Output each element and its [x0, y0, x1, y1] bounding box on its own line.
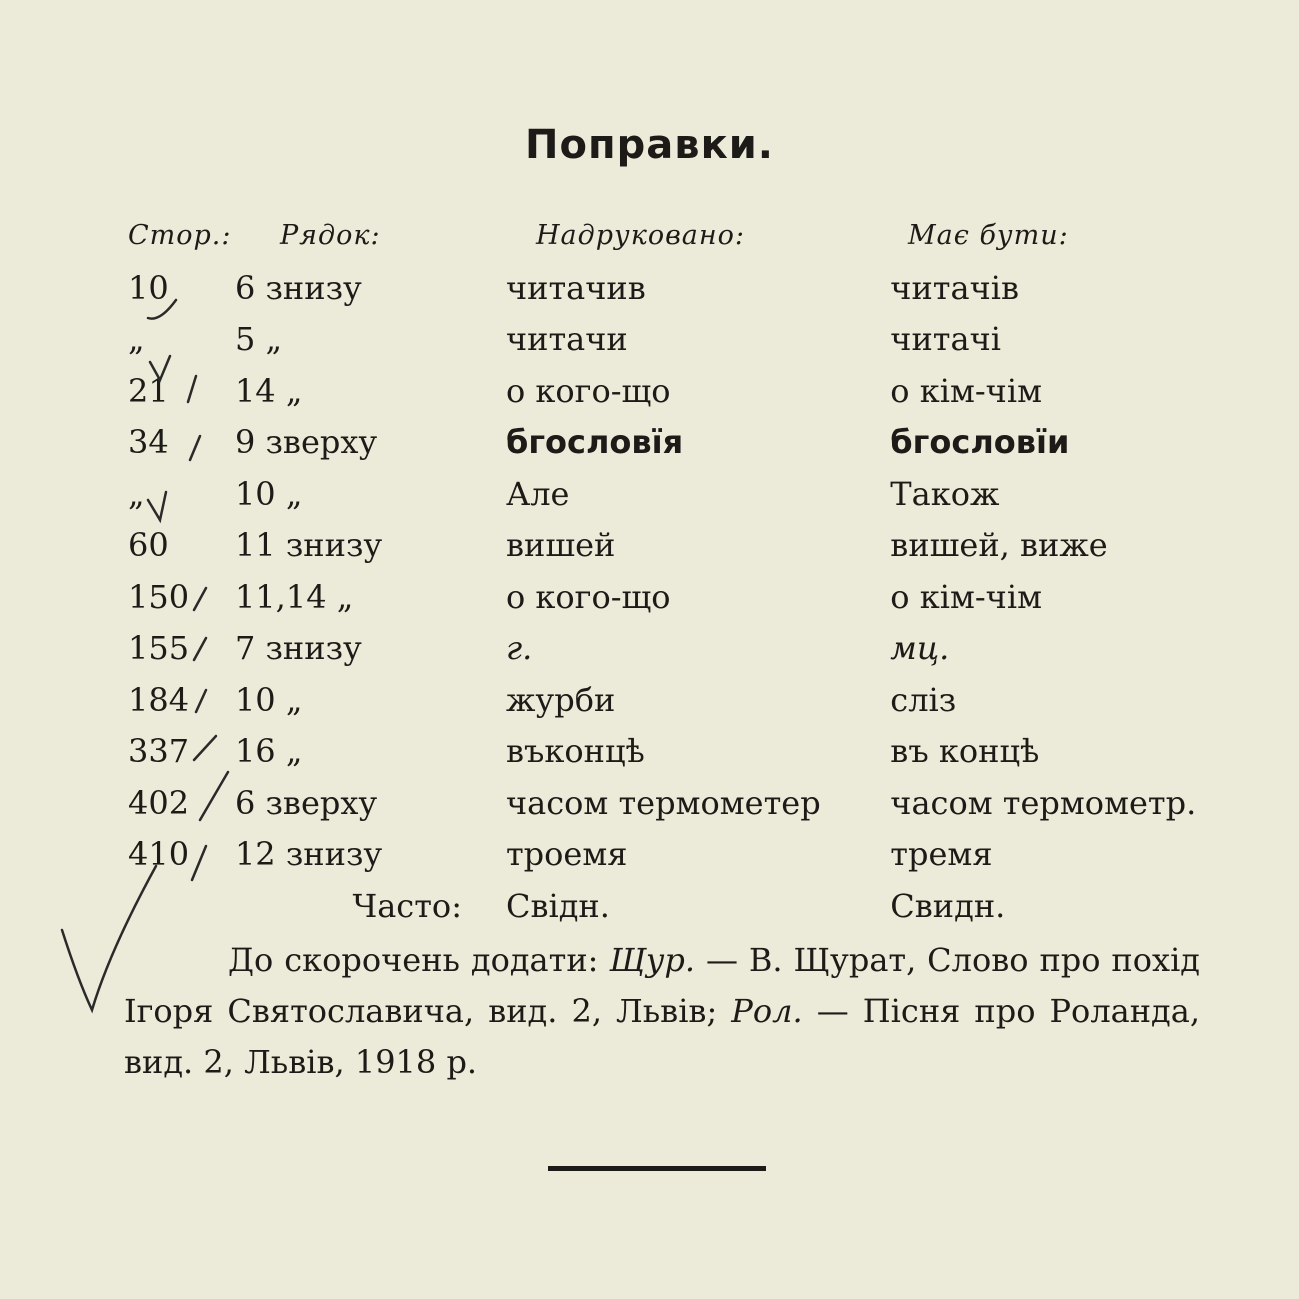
- row-page: 184: [128, 680, 190, 719]
- end-rule: [548, 1166, 766, 1171]
- row-should-be: тремя: [890, 835, 993, 874]
- column-header-line: Рядок:: [280, 220, 381, 251]
- page-title: Поправки.: [525, 122, 774, 168]
- row-printed: читачи: [505, 320, 628, 359]
- row-line: 11,14 „: [234, 577, 354, 616]
- row-should-be: о кім-чім: [890, 577, 1042, 616]
- table-row: [0, 262, 1299, 314]
- row-should-be: читачів: [890, 268, 1019, 307]
- row-page: 337: [128, 732, 190, 771]
- row-line: 11 знизу: [234, 526, 383, 565]
- row-printed: Але: [505, 474, 570, 513]
- row-should-be: часом термометр.: [890, 783, 1197, 822]
- column-header-page: Стор.:: [128, 220, 232, 251]
- row-page: „: [128, 474, 145, 513]
- row-page: 150: [128, 577, 190, 616]
- row-should-be: въ концѣ: [890, 732, 1040, 771]
- row-line: 12 знизу: [234, 835, 383, 874]
- table-row: [0, 623, 1299, 675]
- table-row: [0, 880, 1299, 932]
- row-page: 10: [128, 268, 169, 307]
- row-page: 60: [128, 526, 169, 565]
- row-line: 9 зверху: [234, 423, 378, 462]
- row-page: 155: [128, 629, 190, 668]
- row-should-be: мц.: [890, 629, 950, 668]
- row-printed: читачив: [505, 268, 646, 307]
- addendum-paragraph: [124, 935, 1200, 1088]
- row-page: 34: [128, 423, 169, 462]
- row-page: 410: [128, 835, 190, 874]
- column-header-printed: Надруковано:: [536, 220, 746, 251]
- addendum-text-2: — Пісня про Роланда, вид. 2, Львів, 1918 р.: [124, 992, 1201, 1081]
- addendum-text-1: — В. Щурат, Слово про похід Ігоря Святославича, вид. 2, Львів;: [124, 941, 1200, 1030]
- table-row: [0, 571, 1299, 623]
- errata-table: [0, 262, 1299, 932]
- table-row: [0, 314, 1299, 366]
- row-line: Часто:: [352, 886, 462, 925]
- row-should-be: бгословїи: [890, 423, 1070, 462]
- row-printed: о кого-що: [505, 371, 671, 410]
- row-printed: бгословїя: [505, 423, 684, 462]
- row-line: 16 „: [234, 732, 303, 771]
- column-header-should-be: Має бути:: [908, 220, 1069, 251]
- row-should-be: вишей, виже: [890, 526, 1108, 565]
- row-printed: троемя: [505, 835, 628, 874]
- row-printed: о кого-що: [505, 577, 671, 616]
- addendum-abbr-shchur: Щур.: [609, 941, 696, 979]
- table-row: [0, 829, 1299, 881]
- row-page: [0, 880, 235, 932]
- row-line: 5 „: [234, 320, 283, 359]
- row-printed: г.: [505, 629, 533, 668]
- table-row: [0, 520, 1299, 572]
- table-row: [0, 417, 1299, 469]
- row-line: 14 „: [234, 371, 303, 410]
- addendum-abbr-rol: Рол.: [731, 992, 803, 1030]
- row-printed: журби: [505, 680, 616, 719]
- row-should-be: сліз: [890, 680, 957, 719]
- row-printed: Свідн.: [505, 886, 610, 925]
- row-should-be: читачі: [890, 320, 1001, 359]
- row-printed: въконцѣ: [505, 732, 645, 771]
- table-row: [0, 674, 1299, 726]
- row-line: 6 знизу: [234, 268, 362, 307]
- row-line: 7 знизу: [234, 629, 362, 668]
- row-page: 21: [128, 371, 169, 410]
- row-line: 6 зверху: [234, 783, 378, 822]
- row-page: „: [128, 320, 145, 359]
- row-printed: часом термометер: [505, 783, 821, 822]
- row-should-be: Також: [890, 474, 1000, 513]
- table-row: [0, 468, 1299, 520]
- row-should-be: о кім-чім: [890, 371, 1042, 410]
- table-row: [0, 777, 1299, 829]
- row-page: 402: [128, 783, 190, 822]
- addendum-intro: До скорочень додати:: [228, 941, 610, 979]
- table-row: [0, 365, 1299, 417]
- table-row: [0, 726, 1299, 778]
- row-line: 10 „: [234, 680, 303, 719]
- row-line: 10 „: [234, 474, 303, 513]
- row-printed: вишей: [505, 526, 616, 565]
- row-should-be: Свидн.: [890, 886, 1006, 925]
